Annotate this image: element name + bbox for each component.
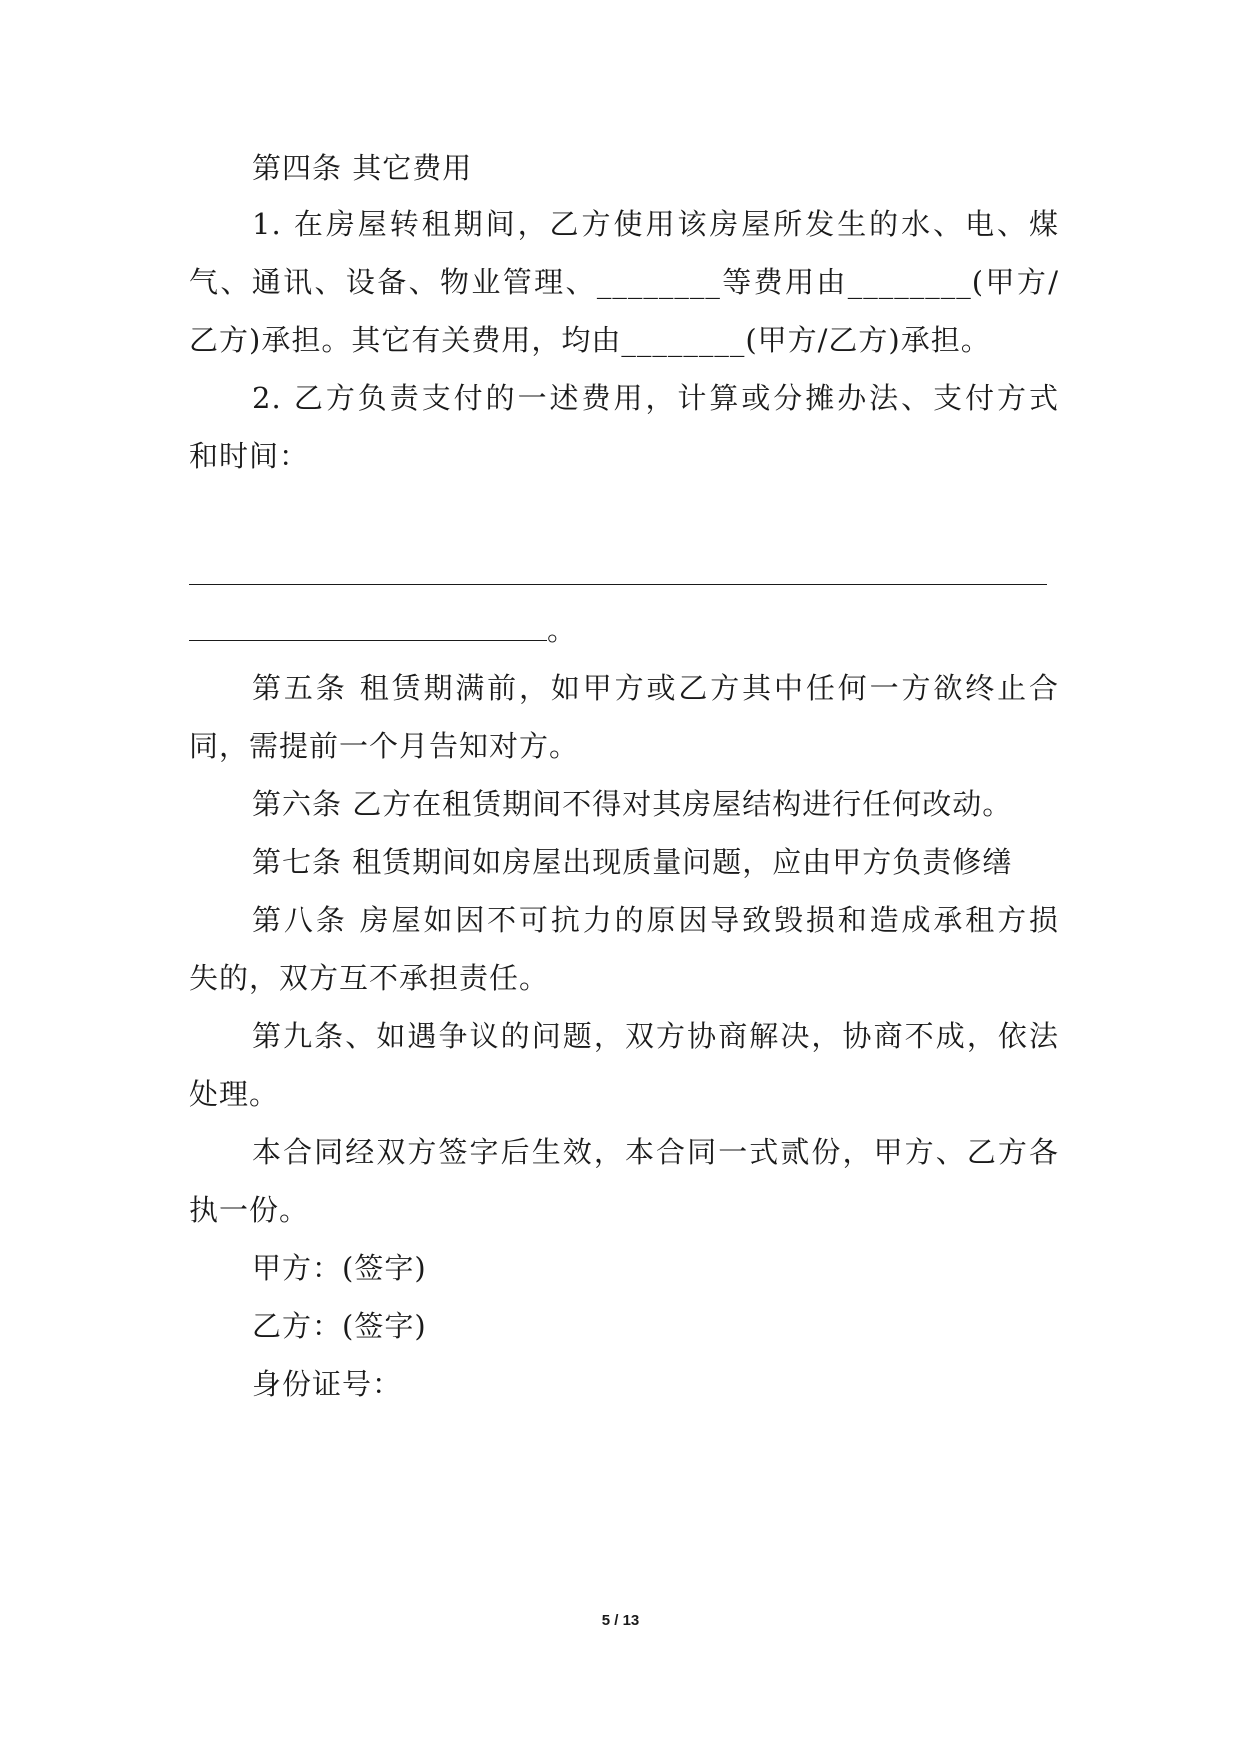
- article4-item2-line1: 2. 乙方负责支付的一述费用，计算或分摊办法、支付方式: [252, 381, 1059, 415]
- id-number-label: 身份证号：: [252, 1367, 403, 1401]
- article5-line2: 同，需提前一个月告知对方。: [189, 729, 580, 763]
- article4-item1-line2: 气、通讯、设备、物业管理、________等费用由________(甲方/: [189, 265, 1059, 299]
- party-b-signature: 乙方：(签字): [252, 1309, 427, 1343]
- party-a-signature: 甲方：(签字): [252, 1251, 427, 1285]
- article4-title: 第四条 其它费用: [252, 151, 473, 185]
- effect-clause-line2: 执一份。: [189, 1193, 310, 1227]
- article5-line1: 第五条 租赁期满前，如甲方或乙方其中任何一方欲终止合: [252, 671, 1059, 705]
- page-indicator: 5 / 13: [601, 1612, 640, 1629]
- article8-line1: 第八条 房屋如因不可抗力的原因导致毁损和造成承租方损: [252, 903, 1059, 937]
- fill-in-blank-line-1: [189, 554, 1047, 594]
- article9-line2: 处理。: [189, 1077, 280, 1111]
- article7: 第七条 租赁期间如房屋出现质量问题，应由甲方负责修缮: [252, 845, 1013, 879]
- blank-underline: [189, 640, 547, 641]
- article4-item1-line1: 1. 在房屋转租期间，乙方使用该房屋所发生的水、电、煤: [252, 207, 1059, 241]
- fill-in-blank-line-2: [189, 610, 576, 650]
- article9-line1: 第九条、如遇争议的问题，双方协商解决，协商不成，依法: [252, 1019, 1059, 1053]
- blank-underline: [189, 584, 1047, 585]
- article8-line2: 失的，双方互不承担责任。: [189, 961, 550, 995]
- article6: 第六条 乙方在租赁期间不得对其房屋结构进行任何改动。: [252, 787, 1013, 821]
- effect-clause-line1: 本合同经双方签字后生效，本合同一式贰份，甲方、乙方各: [252, 1135, 1059, 1169]
- article4-item1-line3: 乙方)承担。其它有关费用，均由________(甲方/乙方)承担。: [189, 323, 991, 357]
- article4-item2-line2: 和时间：: [189, 439, 310, 473]
- blank-end-mark: 。: [547, 613, 577, 647]
